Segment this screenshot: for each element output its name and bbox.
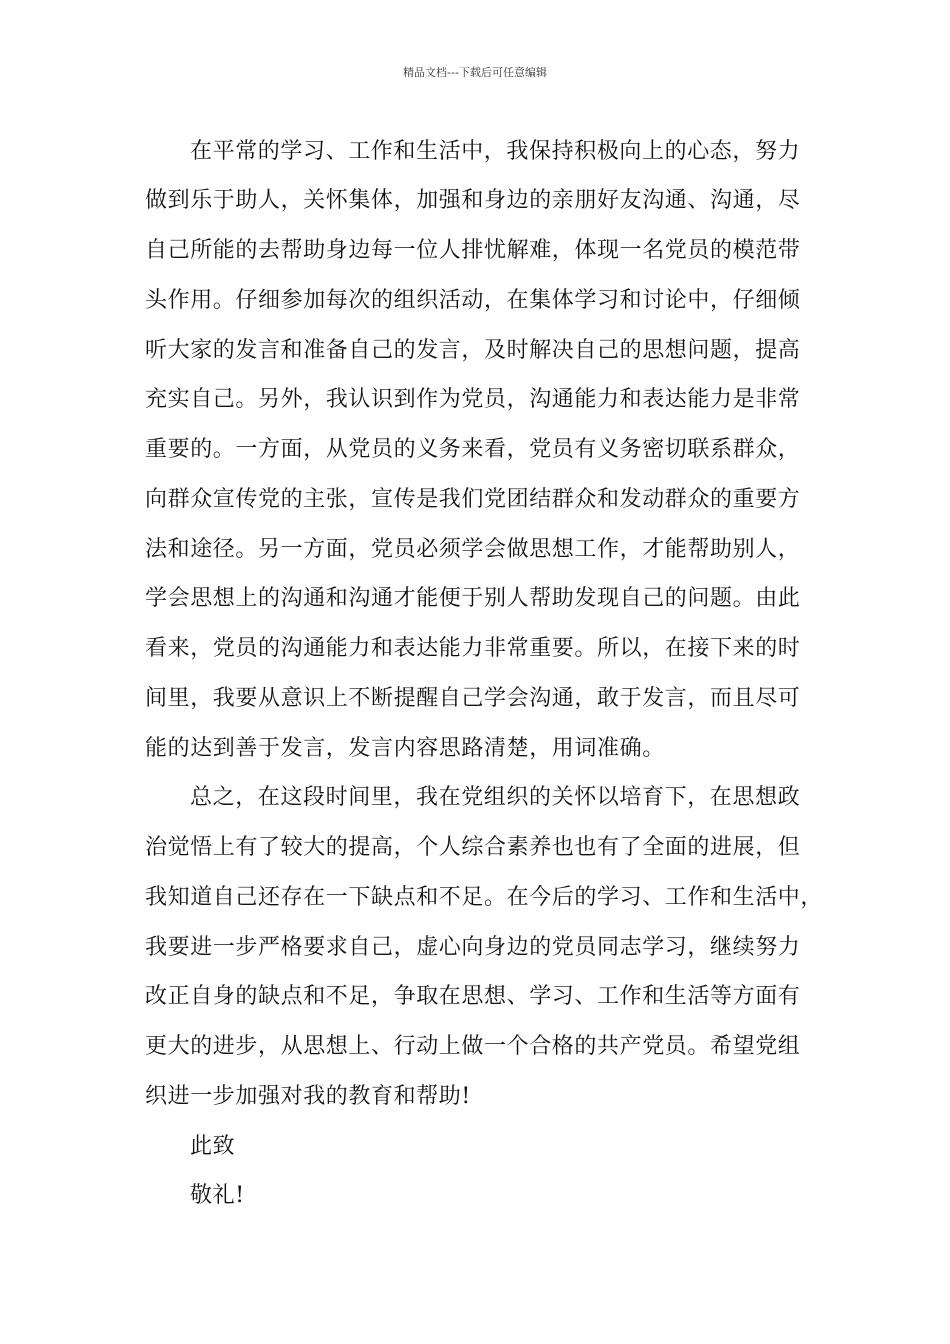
paragraph-line: 治觉悟上有了较大的提高，个人综合素养也也有了全面的进展，但 — [145, 835, 801, 860]
paragraph-line: 法和途径。另一方面，党员必须学会做思想工作，才能帮助别人， — [145, 537, 801, 562]
paragraph-line: 头作用。仔细参加每次的组织活动，在集体学习和讨论中，仔细倾 — [145, 288, 801, 313]
paragraph-line: 听大家的发言和准备自己的发言，及时解决自己的思想问题，提高 — [145, 338, 801, 363]
paragraph-line: 间里，我要从意识上不断提醒自己学会沟通，敢于发言，而且尽可 — [145, 686, 801, 711]
paragraph-line: 改正自身的缺点和不足，争取在思想、学习、工作和生活等方面有 — [145, 984, 801, 1009]
paragraph-line: 更大的进步，从思想上、行动上做一个合格的共产党员。希望党组 — [145, 1034, 801, 1059]
page-header: 精品文档---下载后可任意编辑 — [403, 66, 547, 79]
paragraph-line: 向群众宣传党的主张，宣传是我们党团结群众和发动群众的重要方 — [145, 487, 801, 512]
paragraph-line: 织进一步加强对我的教育和帮助! — [145, 1084, 471, 1109]
paragraph-line: 能的达到善于发言，发言内容思路清楚，用词准确。 — [145, 736, 665, 761]
paragraph-line: 自己所能的去帮助身边每一位人排忧解难，体现一名党员的模范带 — [145, 238, 801, 263]
closing-regards: 敬礼! — [190, 1183, 245, 1208]
paragraph-line: 在平常的学习、工作和生活中，我保持积极向上的心态，努力 — [190, 139, 801, 164]
paragraph-line: 我知道自己还存在一下缺点和不足。在今后的学习、工作和生活中， — [145, 885, 824, 910]
paragraph-line: 总之，在这段时间里，我在党组织的关怀以培育下，在思想政 — [190, 785, 801, 810]
paragraph-line: 学会思想上的沟通和沟通才能便于别人帮助发现自己的问题。由此 — [145, 586, 801, 611]
paragraph-line: 充实自己。另外，我认识到作为党员，沟通能力和表达能力是非常 — [145, 387, 801, 412]
paragraph-line: 我要进一步严格要求自己，虚心向身边的党员同志学习，继续努力 — [145, 935, 801, 960]
paragraph-line: 做到乐于助人，关怀集体，加强和身边的亲朋好友沟通、沟通，尽 — [145, 188, 801, 213]
paragraph-line: 重要的。一方面，从党员的义务来看，党员有义务密切联系群众， — [145, 437, 801, 462]
closing-salutation: 此致 — [190, 1134, 236, 1159]
paragraph-line: 看来，党员的沟通能力和表达能力非常重要。所以，在接下来的时 — [145, 636, 801, 661]
